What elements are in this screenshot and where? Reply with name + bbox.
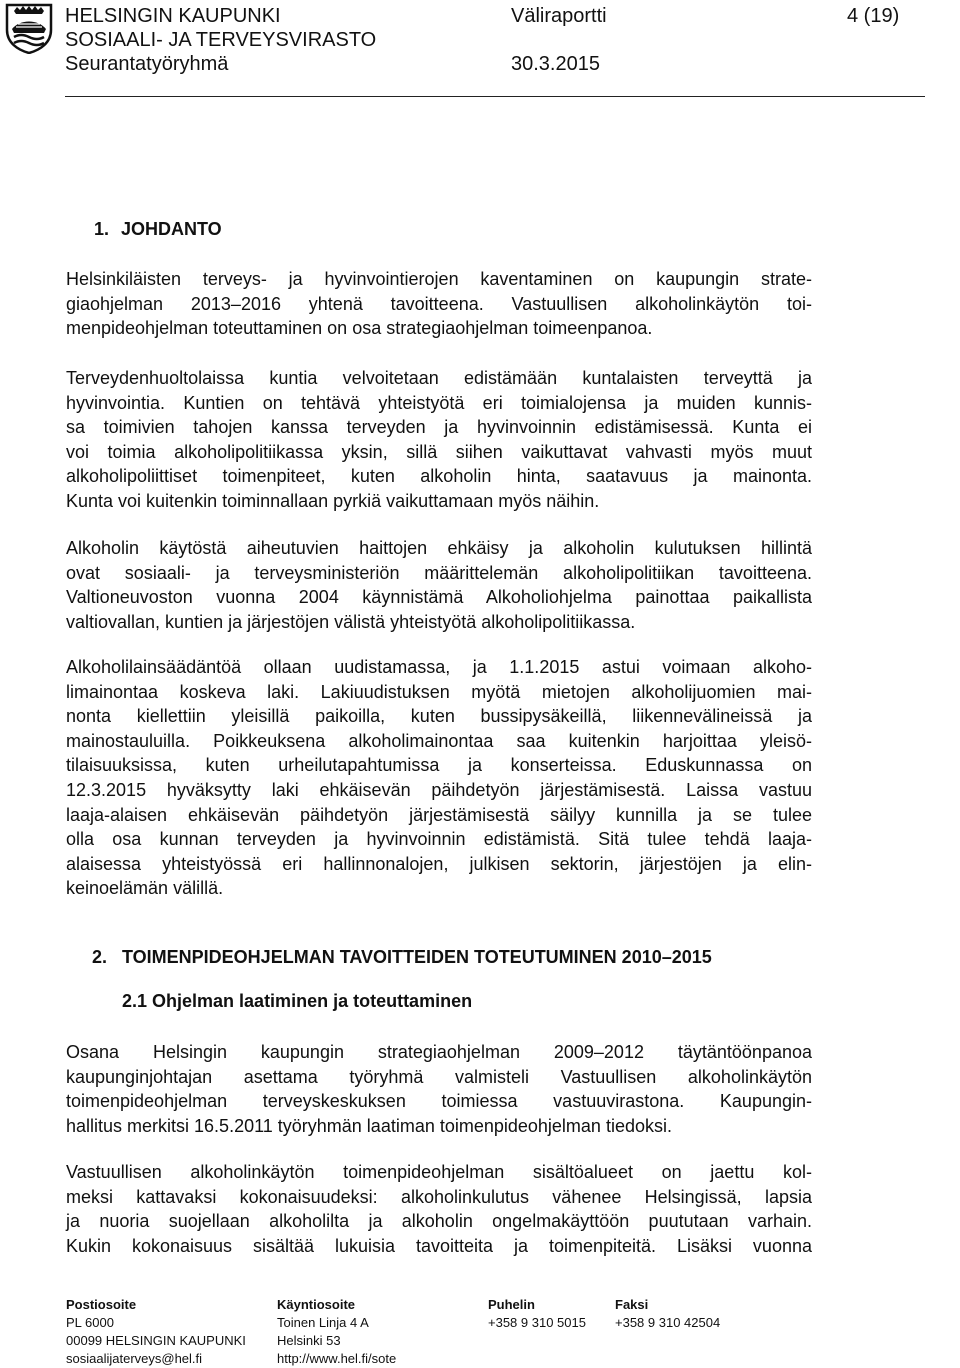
text-line: Valtioneuvoston vuonna 2004 käynnistämä Alkoholiohjelma painottaa paikallista: [66, 587, 812, 608]
section-title: TOIMENPIDEOHJELMAN TAVOITTEIDEN TOTEUTUMINEN 2010–2015: [122, 947, 712, 967]
document-type: Väliraportti: [511, 5, 607, 27]
footer-visiting-address: [277, 1296, 396, 1368]
text-line: alaisessa yhteistyössä eri hallinnonalojen, julkisen sektorin, järjestöjen ja elin-: [66, 853, 812, 874]
group-name: Seurantatyöryhmä: [65, 53, 229, 75]
footer-line: Helsinki 53: [277, 1333, 341, 1348]
paragraph-5: [66, 1040, 812, 1138]
text-line: Kunta voi kuitenkin toiminnallaan pyrkiä vaikuttamaan myös näihin.: [66, 490, 600, 511]
department-name: SOSIAALI- JA TERVEYSVIRASTO: [65, 29, 377, 51]
document-date: 30.3.2015: [511, 53, 600, 75]
footer-fax: [615, 1296, 720, 1332]
footer-label: Faksi: [615, 1297, 649, 1312]
footer-phone: [488, 1296, 586, 1332]
text-line: giaohjelman 2013–2016 yhtenä tavoitteena. Vastuullisen alkoholinkäytön toi-: [66, 293, 812, 314]
text-line: toimenpideohjelman terveyskeskuksen toimiessa vastuuvirastona. Kaupungin-: [66, 1091, 812, 1112]
text-line: meksi kattavaksi kokonaisuudeksi: alkoholinkulutus vähenee Helsingissä, lapsia: [66, 1186, 812, 1207]
text-line: alkoholipoliittiset toimenpiteet, kuten alkoholin hinta, saatavuus ja mainonta.: [66, 466, 812, 487]
text-line: limainontaa koskeva laki. Lakiuudistuksen myötä mietojen alkoholijuomien mai-: [66, 681, 812, 702]
text-line: voi toimia alkoholipolitiikassa yksin, sillä siihen vaikuttavat vahvasti myös muut: [66, 441, 812, 462]
footer-phone-number: +358 9 310 5015: [488, 1315, 586, 1330]
text-line: Vastuullisen alkoholinkäytön toimenpideohjelman sisältöalueet on jaettu kol-: [66, 1162, 812, 1182]
text-line: sa toimivien tahojen kanssa terveyden ja hyvinvoinnin edistämisessä. Kunta ei: [66, 417, 812, 438]
text-line: kaupunginjohtajan asettama työryhmä valmisteli Vastuullisen alkoholinkäytön: [66, 1066, 812, 1087]
paragraph-1: [66, 267, 812, 341]
footer-label: Postiosoite: [66, 1297, 137, 1312]
footer-line: 00099 HELSINGIN KAUPUNKI: [66, 1333, 246, 1348]
footer-label: Puhelin: [488, 1297, 535, 1312]
section-1-heading: [94, 218, 222, 240]
text-line: Terveydenhuoltolaissa kuntia velvoitetaan edistämään kuntalaisten terveyttä ja: [66, 368, 812, 388]
text-line: Osana Helsingin kaupungin strategiaohjelman 2009–2012 täytäntöönpanoa: [66, 1042, 812, 1062]
paragraph-4: [66, 655, 812, 901]
footer-label: Käyntiosoite: [277, 1297, 356, 1312]
text-line: valtiovallan, kuntien ja järjestöjen välistä yhteistyötä alkoholipolitiikassa.: [66, 611, 636, 632]
page-number: 4 (19): [847, 5, 900, 27]
footer-line: PL 6000: [66, 1315, 114, 1330]
text-line: ja nuoria suojellaan alkoholilta ja alkoholin ongelmakäyttöön puututaan varhain.: [66, 1211, 812, 1232]
text-line: keinoelämän välillä.: [66, 878, 224, 899]
footer-email[interactable]: sosiaalijaterveys@hel.fi: [66, 1351, 203, 1366]
text-line: hyvinvointia. Kuntien on tehtävä yhteistyötä eri toimialojensa ja muiden kunnis-: [66, 392, 812, 413]
subsection-2-1-heading: 2.1 Ohjelman laatiminen ja toteuttaminen: [122, 991, 473, 1011]
paragraph-2: [66, 366, 812, 514]
helsinki-crest-logo: [4, 2, 54, 54]
text-line: Helsinkiläisten terveys- ja hyvinvointierojen kaventaminen on kaupungin strate-: [66, 269, 812, 289]
paragraph-3: [66, 536, 812, 634]
text-line: ovat sosiaali- ja terveysministeriön määrittelemän alkoholipolitiikan tavoitteena.: [66, 562, 812, 583]
text-line: 12.3.2015 hyväksytty laki ehkäisevän päihdetyön järjestämisestä. Laissa vastuu: [66, 779, 812, 800]
section-2-heading: [92, 946, 712, 968]
text-line: olla osa kunnan terveyden ja hyvinvoinnin edistämistä. Sitä tulee tehdä laaja-: [66, 829, 812, 850]
text-line: menpideohjelman toteuttaminen on osa strategiaohjelman toimeenpanoa.: [66, 318, 653, 339]
text-line: hallitus merkitsi 16.5.2011 työryhmän laatiman toimenpideohjelman tiedoksi.: [66, 1115, 672, 1136]
footer-fax-number: +358 9 310 42504: [615, 1315, 721, 1330]
paragraph-6: [66, 1160, 812, 1258]
org-name: HELSINGIN KAUPUNKI: [65, 5, 281, 27]
text-line: nonta kiellettiin yleisillä paikoilla, kuten bussipysäkeillä, liikennevälineissä ja: [66, 706, 812, 727]
section-number: 1.: [94, 219, 110, 239]
footer-website-link[interactable]: http://www.hel.fi/sote: [277, 1351, 397, 1366]
text-line: Alkoholilainsäädäntöä ollaan uudistamassa, ja 1.1.2015 astui voimaan alkoho-: [66, 657, 812, 677]
text-line: Kukin kokonaisuus sisältää lukuisia tavoitteita ja toimenpiteitä. Lisäksi vuonna: [66, 1235, 812, 1256]
footer-line: Toinen Linja 4 A: [277, 1315, 369, 1330]
text-line: mainostauluilla. Poikkeuksena alkoholimainontaa saa kuitenkin harjoittaa yleisö-: [66, 730, 812, 751]
text-line: tilaisuuksissa, kuten urheilutapahtumissa ja konserteissa. Eduskunnassa on: [66, 755, 812, 776]
section-title: JOHDANTO: [121, 219, 222, 239]
text-line: laaja-alaisen ehkäisevän päihdetyön järjestämisestä säilyy kunnilla ja se tulee: [66, 804, 812, 825]
header-divider: [65, 96, 925, 97]
text-line: Alkoholin käytöstä aiheutuvien haittojen ehkäisy ja alkoholin kulutuksen hillintä: [66, 538, 812, 558]
footer-postal-address: [66, 1296, 246, 1368]
section-number: 2.: [92, 947, 108, 967]
